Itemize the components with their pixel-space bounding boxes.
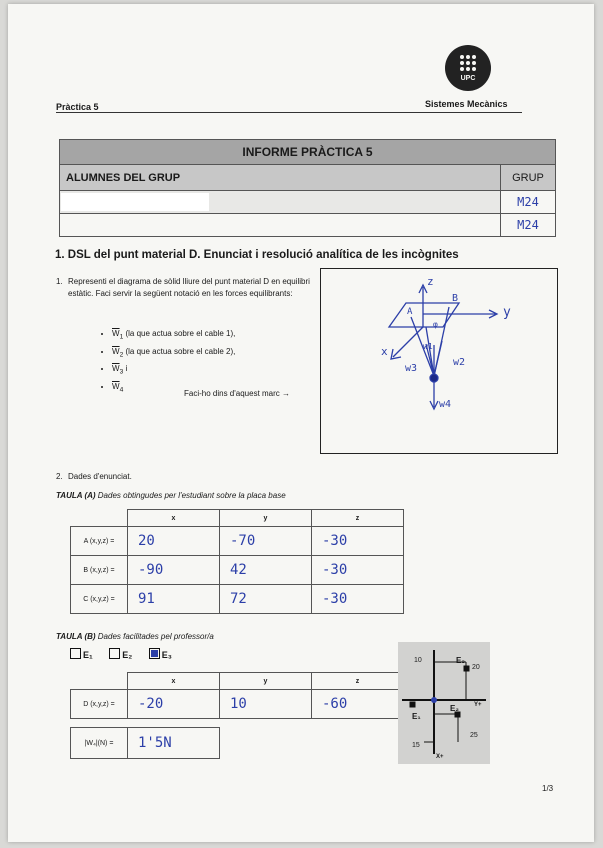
table-b-header-x: x xyxy=(128,673,220,690)
label-w2: w2 xyxy=(453,357,466,368)
row-label: C (x,y,z) = xyxy=(71,585,128,614)
group-value-1[interactable]: M24 xyxy=(501,191,556,214)
cell-y[interactable]: 42 xyxy=(220,556,312,585)
upc-dots-icon xyxy=(445,45,491,91)
students-header: ALUMNES DEL GRUP xyxy=(60,165,501,191)
force-desc: (la que actua sobre el cable 1), xyxy=(123,329,236,338)
w4-table xyxy=(70,727,220,759)
checkbox-e1[interactable] xyxy=(70,648,81,659)
info-title: INFORME PRÀCTICA 5 xyxy=(60,140,556,165)
label-w1: w1 xyxy=(423,342,433,351)
label-w3: w3 xyxy=(405,363,418,374)
point-e1 xyxy=(410,702,415,707)
label-z: z xyxy=(427,275,434,288)
table-a-caption-text: Dades obtingudes per l'estudiant sobre la placa base xyxy=(95,491,286,500)
cell-x[interactable]: 20 xyxy=(128,527,220,556)
cell-x[interactable]: 91 xyxy=(128,585,220,614)
table-row xyxy=(71,690,404,719)
table-a-caption-bold: TAULA (A) xyxy=(56,491,96,500)
label-x: x xyxy=(381,345,388,358)
force-item-w2 xyxy=(112,346,235,361)
dsl-sketch xyxy=(321,269,557,453)
label-yplus: Y+ xyxy=(474,702,482,708)
vec-sub: 4 xyxy=(119,386,124,394)
label-xplus: X+ xyxy=(436,754,444,760)
cell-z[interactable]: -30 xyxy=(312,585,404,614)
force-list xyxy=(80,328,235,398)
item-2-number: 2. xyxy=(56,472,63,481)
option-label: E₃ xyxy=(161,650,172,660)
frame-hint: Faci-ho dins d'aquest marc → xyxy=(184,389,291,398)
label-b: B xyxy=(452,293,459,304)
info-table xyxy=(59,139,556,237)
item-1-number: 1. xyxy=(56,277,63,286)
table-b xyxy=(70,672,404,719)
group-header: GRUP xyxy=(501,165,556,191)
item-1-text: Representi el diagrama de sòlid lliure del punt material D en equilibri estàtic. Faci servir la següent notació en les forces equilibrants: xyxy=(68,277,310,298)
vec-sub: 1 xyxy=(119,333,124,341)
table-b-header-z: z xyxy=(312,673,404,690)
label-y: y xyxy=(503,305,511,320)
header-left: Pràctica 5 xyxy=(56,102,99,112)
document-page xyxy=(8,4,594,842)
origin-dot xyxy=(431,697,437,703)
dim-15: 15 xyxy=(412,742,420,749)
vec-symbol: $\overline{W}$ xyxy=(112,346,120,356)
vec-symbol: $\overline{W}$ xyxy=(112,381,120,391)
dim-10: 10 xyxy=(414,657,422,664)
option-group xyxy=(70,648,172,660)
cell-z[interactable]: -30 xyxy=(312,527,404,556)
upc-logo xyxy=(445,45,491,91)
table-b-header-y: y xyxy=(220,673,312,690)
option-e3[interactable] xyxy=(149,650,172,660)
force-desc: (la que actua sobre el cable 2), xyxy=(123,346,236,356)
plate xyxy=(389,303,459,327)
label-e2: E₂ xyxy=(450,704,459,713)
logo-text: UPC xyxy=(460,75,476,82)
label-e1: E₁ xyxy=(412,712,421,721)
table-a-caption xyxy=(56,491,286,500)
cell-z[interactable]: -60 xyxy=(312,690,404,719)
table-row xyxy=(71,527,404,556)
table-row xyxy=(71,585,404,614)
option-e2[interactable] xyxy=(109,650,132,660)
header-right: Sistemes Mecànics xyxy=(425,99,508,109)
row-label: D (x,y,z) = xyxy=(71,690,128,719)
point-e3 xyxy=(464,666,469,671)
cell-z[interactable]: -30 xyxy=(312,556,404,585)
dim-20: 20 xyxy=(472,664,480,671)
vec-symbol: $\overline{W}$ xyxy=(112,364,120,374)
label-e3: E₃ xyxy=(456,656,466,665)
vec-sub: 2 xyxy=(119,351,124,359)
label-a: A xyxy=(407,307,413,317)
page-number: 1/3 xyxy=(542,784,554,793)
table-a-header-y: y xyxy=(220,510,312,527)
point-d xyxy=(430,374,438,382)
force-item-w3 xyxy=(112,363,235,378)
table-b-caption-text: Dades facilitades pel professor/a xyxy=(95,632,214,641)
section-1-title: 1. DSL del punt material D. Enunciat i resolució analítica de les incògnites xyxy=(55,249,459,261)
cell-x[interactable]: -90 xyxy=(128,556,220,585)
group-value-2[interactable]: M24 xyxy=(501,214,556,237)
w4-label: |W₄|(N) = xyxy=(71,728,128,759)
option-label: E₁ xyxy=(83,650,93,660)
x-axis xyxy=(393,327,423,357)
table-b-caption xyxy=(56,632,214,641)
table-row xyxy=(71,556,404,585)
checkbox-e2[interactable] xyxy=(109,648,120,659)
w4-value[interactable]: 1'5N xyxy=(128,728,220,759)
cell-x[interactable]: -20 xyxy=(128,690,220,719)
dsl-frame[interactable] xyxy=(320,268,558,454)
cell-y[interactable]: -70 xyxy=(220,527,312,556)
position-diagram xyxy=(398,642,490,764)
row-label: A (x,y,z) = xyxy=(71,527,128,556)
option-label: E₂ xyxy=(122,650,133,660)
row-label: B (x,y,z) = xyxy=(71,556,128,585)
vec-symbol: $\overline{W}$ xyxy=(112,329,120,338)
option-e1[interactable] xyxy=(70,650,93,660)
table-a-header-x: x xyxy=(128,510,220,527)
label-w4: w4 xyxy=(439,399,452,410)
w2-arrow xyxy=(434,341,442,376)
header-rule xyxy=(56,112,522,113)
table-b-caption-bold: TAULA (B) xyxy=(56,632,96,641)
cell-y[interactable]: 10 xyxy=(220,690,312,719)
checkbox-e3[interactable] xyxy=(149,648,160,659)
force-item-w1 xyxy=(112,328,235,343)
label-angle: φ xyxy=(433,320,438,329)
item-2-text: Dades d'enunciat. xyxy=(68,472,132,481)
vec-sub: 3 xyxy=(119,368,124,376)
force-desc: i xyxy=(123,364,128,374)
student-name-2[interactable] xyxy=(60,214,501,237)
cell-y[interactable]: 72 xyxy=(220,585,312,614)
table-a xyxy=(70,509,404,614)
student-name-1[interactable] xyxy=(60,191,501,214)
dim-25: 25 xyxy=(470,732,478,739)
table-a-header-z: z xyxy=(312,510,404,527)
